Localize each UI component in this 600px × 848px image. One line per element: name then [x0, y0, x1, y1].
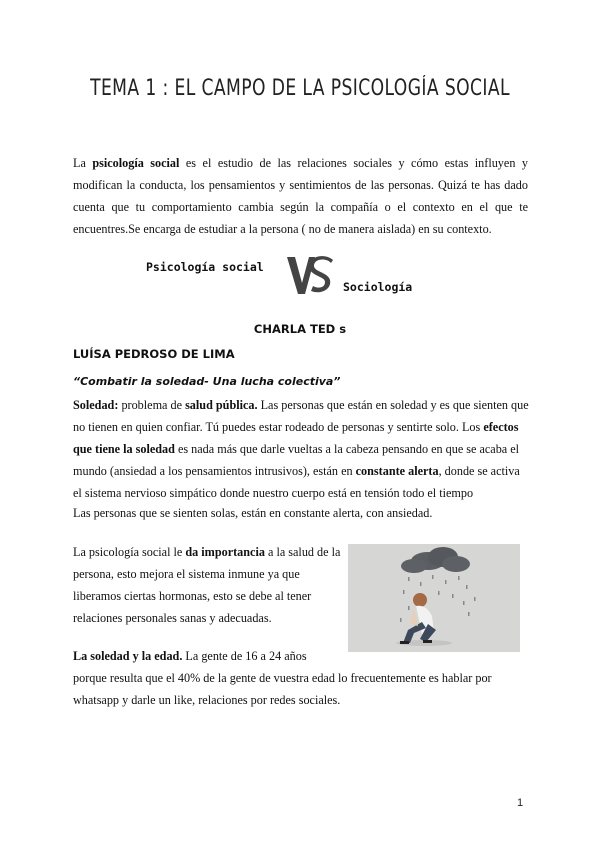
soledad-term: Soledad: [73, 398, 119, 412]
bold-run: que tiene la soledad [73, 442, 175, 456]
intro-paragraph [73, 152, 528, 240]
intro-bold-term: psicología social [92, 156, 180, 170]
loneliness-illustration [348, 544, 520, 652]
text-run: problema de [118, 398, 186, 412]
soledad-line-6: Las personas que se sienten solas, están en constante alerta, con ansiedad. [73, 506, 433, 520]
importance-line-1 [73, 541, 340, 563]
text-run: La gente de 16 a 24 años [182, 649, 307, 663]
page-number: 1 [517, 797, 524, 809]
importance-line-3: liberamos ciertas hormonas, esto se debe al tener [73, 589, 312, 603]
comparison-right-label: Sociología [343, 280, 413, 294]
soledad-line-5: el sistema nervioso simpático donde nuestro cuerpo está en tensión todo el tiempo [73, 486, 474, 500]
importance-line-4: relaciones personales sanas y adecuadas. [73, 611, 272, 625]
text-run: a la salud de la [264, 545, 341, 559]
bold-run: salud pública. [185, 398, 258, 412]
soledad-line-4 [73, 460, 520, 482]
importance-line-2: persona, esto mejora el sistema inmune ya que [73, 567, 300, 581]
page-title: TEMA 1 : EL CAMPO DE LA PSICOLOGÍA SOCIAL [90, 76, 510, 101]
soledad-line-2 [73, 416, 519, 438]
text-run: , donde se activa [438, 464, 520, 478]
text-run: es nada más que darle vueltas a la cabeza pensando en que se acaba el [174, 442, 520, 456]
soledad-line-3 [73, 438, 519, 460]
talk-heading: CHARLA TED s [253, 322, 347, 336]
talk-title: “Combatir la soledad- Una lucha colectiva” [73, 375, 341, 388]
speaker-name: LUÍSA PEDROSO DE LIMA [73, 347, 235, 361]
text-run: no tienen en quien confiar. Tú puedes estar rodeado de personas y sentirte solo. Los [73, 420, 484, 434]
text-run: mundo (ansiedad a los pensamientos intrusivos), están en [73, 464, 356, 478]
comparison-left-label: Psicología social [146, 260, 264, 274]
age-line-3: whatsapp y darle un like, relaciones por redes sociales. [73, 693, 341, 707]
age-line-2: porque resulta que el 40% de la gente de vuestra edad lo frecuentemente es hablar por [73, 671, 492, 685]
text-run: Las personas que están en soledad y es que sienten que [257, 398, 529, 412]
bold-run: constante alerta [355, 464, 439, 478]
vs-logo [285, 253, 337, 299]
bold-run: efectos [483, 420, 519, 434]
bold-run: da importancia [185, 545, 265, 559]
text-run: La psicología social le [73, 545, 186, 559]
soledad-line-1 [73, 394, 529, 416]
intro-text-rest: es el estudio de las relaciones sociales y cómo estas influyen y modifican la conducta, los pensamientos y sentimientos de las personas. Quizá te has dado cuenta que tu comportamiento cambia según la compañía o el contexto en el que te encuentres.Se encarga de estudiar a la persona ( no de manera aislada) en su contexto. [73, 156, 528, 236]
bold-run: La soledad y la edad. [73, 649, 183, 663]
intro-text-start: La [73, 156, 93, 170]
age-line-1 [73, 645, 307, 667]
